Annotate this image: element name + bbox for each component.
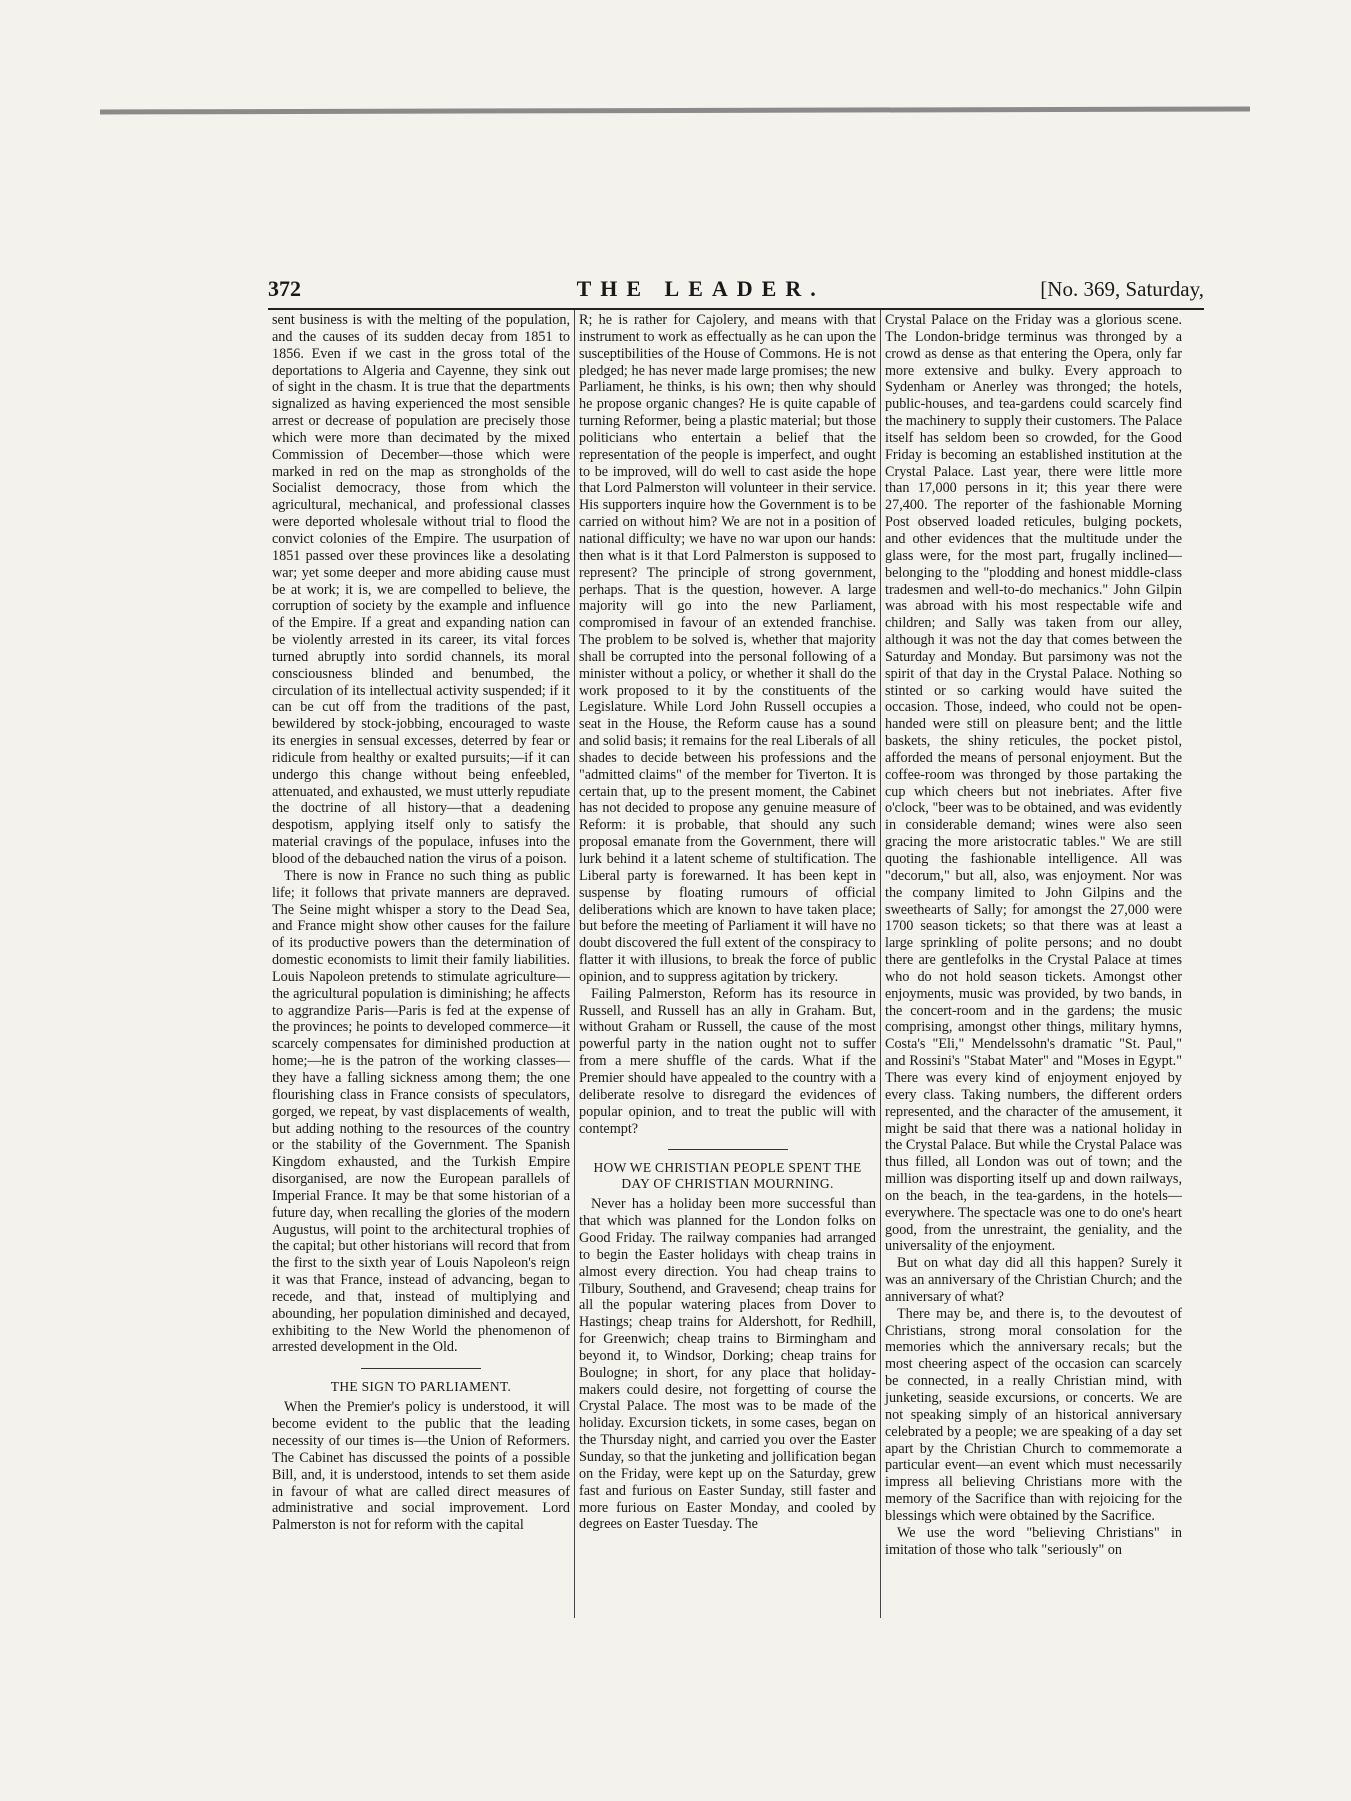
paragraph: We use the word "believing Christians" in imitation of those who talk "seriously" on xyxy=(885,1524,1182,1558)
column-3 xyxy=(880,310,1186,1618)
paragraph: Never has a holiday been more successful than that which was planned for the London folks on Good Friday. The railway companies had arranged to begin the Easter holidays with cheap trains in almost every direction. You had cheap trains to Tilbury, Southend, and Gravesend; cheap trains for all the popular watering places from Dover to Hastings; cheap trains for Aldershott, for Redhill, for Greenwich; cheap trains to Birmingham and beyond it, to Windsor, Dorking; cheap trains for Boulogne; in short, for any place that holiday-makers could desire, not forgetting of course the Crystal Palace. The most was to be made of the holiday. Excursion tickets, in some cases, began on the Thursday night, and carried you over the Easter Sunday, so that the junketing and jollification began on the Friday, were kept up on the Saturday, grew fast and furious on Easter Sunday, still faster and more furious on Easter Monday, and cooled by degrees on Easter Tuesday. The xyxy=(579,1196,876,1533)
paragraph: Failing Palmerston, Reform has its resource in Russell, and Russell has an ally in Graham. But, without Graham or Russell, the cause of the most powerful party in the nation ought not to suffer from a mere shuffle of the cards. What if the Premier should have appealed to the country with a deliberate resolve to disregard the evidences of popular opinion, and to treat the public will with contempt? xyxy=(579,985,876,1137)
section-divider xyxy=(668,1149,788,1150)
paragraph: There is now in France no such thing as public life; it follows that private manners are depraved. The Seine might whisper a story to the Dead Sea, and France might show other causes for the failure of its productive powers than the determination of domestic economists to limit their family liabilities. Louis Napoleon pretends to stimulate agriculture—the agricultural population is diminishing; he affects to aggrandize Paris—Paris is fed at the expense of the provinces; he points to developed commerce—it scarcely compensates for diminished production at home;—he is the patron of the working classes—they have a falling sickness among them; the one flourishing class in France consists of speculators, gorged, we repeat, by vast displacements of wealth, but adding nothing to the resources of the country or the stability of the Government. The Spanish Kingdom exhausted, and the Turkish Empire disorganised, are now the European parallels of Imperial France. It may be that some historian of a future day, when recalling the glories of the modern Augustus, will point to the architectural trophies of the capital; but other historians will record that from the first to the sixth year of Louis Napoleon's reign it was that France, instead of advancing, began to recede, and that, instead of multiplying and abounding, her population diminished and decayed, exhibiting to the New World the phenomenon of arrested development in the Old. xyxy=(272,867,570,1356)
section-heading: THE SIGN TO PARLIAMENT. xyxy=(330,1379,512,1395)
paragraph: But on what day did all this happen? Surely it was an anniversary of the Christian Church; and the anniversary of what? xyxy=(885,1255,1182,1305)
section-divider xyxy=(361,1368,481,1369)
paragraph: There may be, and there is, to the devoutest of Christians, strong moral consolation for the memories which the anniversary recals; but the most cheering aspect of the occasion can scarcely be connected, in a really Christian mind, with junketing, seaside excursions, or concerts. We are not speaking simply of an historical anniversary celebrated by a people; we are speaking of a day set apart by the Christian Church to commemorate a particular event—an event which must necessarily impress all believing Christians more with the memory of the Sacrifice than with rejoicing for the blessings which were obtained by the Sacrifice. xyxy=(885,1305,1182,1524)
column-1 xyxy=(268,310,574,1618)
paragraph: When the Premier's policy is understood, it will become evident to the public that the leading necessity of our times is—the Union of Reformers. The Cabinet has discussed the points of a possible Bill, and, it is understood, intends to set them aside in favour of what are called direct measures of administrative and social improvement. Lord Palmerston is not for reform with the capital xyxy=(272,1399,570,1534)
column-2 xyxy=(574,310,880,1618)
masthead: THE LEADER. xyxy=(576,276,825,301)
page-number: 372 xyxy=(268,276,301,301)
top-rule xyxy=(100,106,1250,114)
section-heading: HOW WE CHRISTIAN PEOPLE SPENT THE DAY OF CHRISTIAN MOURNING. xyxy=(593,1160,862,1192)
paragraph: R; he is rather for Cajolery, and means with that instrument to work as effectually as he can upon the susceptibilities of the House of Commons. He is not pledged; he has never made large promises; the new Parliament, he thinks, is his own; then why should he propose organic changes? He is quite capable of turning Reformer, being a plastic material; but those politicians who entertain a belief that the representation of the people is imperfect, and ought to be improved, will do well to cast aside the hope that Lord Palmerston will volunteer in their service. His supporters inquire how the Government is to be carried on without him? We are not in a position of national difficulty; we have no war upon our hands: then what is it that Lord Palmerston is supposed to represent? The principle of strong government, perhaps. That is the question, however. A large majority will go into the new Parliament, compromised in favour of an extended franchise. The problem to be solved is, whether that majority shall be corrupted into the personal following of a minister without a policy, or whether it shall do the work proposed to it by the constituents of the Legislature. While Lord John Russell occupies a seat in the House, the Reform cause has a sound and solid basis; it remains for the real Liberals of all shades to decide between his professions and the "admitted claims" of the member for Tiverton. It is certain that, up to the present moment, the Cabinet has not decided to propose any genuine measure of Reform: it is probable, that should any such proposal emanate from the Government, there will lurk behind it a latent scheme of stultification. The Liberal party is forewarned. It has been kept in suspense by floating rumours of official deliberations which are known to have taken place; but before the meeting of Parliament it will have no doubt discovered the full extent of the conspiracy to flatter it with illusions, to break the force of public opinion, and to suppress agitation by trickery. xyxy=(579,312,876,985)
page-header xyxy=(268,276,1204,308)
issue-label: [No. 369, Saturday, xyxy=(1040,277,1204,301)
paragraph: sent business is with the melting of the population, and the causes of its sudden decay from 1851 to 1856. Even if we cast in the gross total of the deportations to Algeria and Cayenne, they sink out of sight in the chasm. It is true that the departments signalized as having experienced the most sensible arrest or decrease of population are precisely those which were more than decimated by the mixed Commission of December—those which were marked in red on the map as strongholds of the Socialist democracy, those from which the agricultural, mechanical, and professional classes were deported wholesale without trial to flood the convict colonies of the Empire. The usurpation of 1851 passed over these provinces like a desolating war; yet some deeper and more abiding cause must be at work; it is, we are compelled to believe, the corruption of society by the example and influence of the Empire. If a great and expanding nation can be violently arrested in its career, its vital forces turned abruptly into sordid channels, its moral consciousness blinded and benumbed, the circulation of its intellectual activity suspended; if it can be cut off from the traditions of the past, bewildered by stock-jobbing, encouraged to waste its energies in sensual excesses, deterred by fear or ridicule from healthy or exalted pursuits;—if it can undergo this change without being enfeebled, attenuated, and exhausted, we must utterly repudiate the doctrine of all history—that a deadening despotism, applying itself only to satisfy the material cravings of the populace, infuses into the blood of the debauched nation the virus of a poison. xyxy=(272,312,570,867)
article-columns xyxy=(268,310,1204,1618)
paragraph: Crystal Palace on the Friday was a glorious scene. The London-bridge terminus was thronged by a crowd as dense as that entering the Opera, only far more extensive and bulky. Every approach to Sydenham or Anerley was thronged; the hotels, public-houses, and tea-gardens could scarcely find the machinery to supply their customers. The Palace itself has seldom been so crowded, for the Good Friday is becoming an established institution at the Crystal Palace. Last year, there were little more than 17,000 persons in it; this year there were 27,400. The reporter of the fashionable Morning Post observed loaded reticules, bulging pockets, and other evidences that the multitude under the glass were, for the most part, frugally inclined—belonging to the "plodding and honest middle-class tradesmen and well-to-do mechanics." John Gilpin was abroad with his most respectable wife and children; and Sally was taken from our alley, although it was not the day that comes between the Saturday and Monday. But parsimony was not the spirit of that day in the Crystal Palace. Nothing so stinted or so carking would have suited the occasion. Those, indeed, who could not be open-handed were still on pleasure bent; and the little baskets, the shiny reticules, the pocket pistol, afforded the means of personal enjoyment. But the coffee-room was thronged by those partaking the cup which cheers but not inebriates. After five o'clock, "beer was to be obtained, and was evidently in considerable demand; wines were also seen gracing the more aristocratic tables." We are still quoting the fashionable intelligence. All was "decorum," but all, also, was enjoyment. Nor was the company limited to John Gilpins and the sweethearts of Sally; for amongst the 27,000 were 1700 season tickets; so that there was at least a large sprinkling of polite persons; and no doubt there are gentlefolks in the Crystal Palace at times who do not hold season tickets. Amongst other enjoyments, music was provided, by two bands, in the concert-room and in the gardens; the music comprising, amongst other things, military hymns, Costa's "Eli," Mendelssohn's dramatic "St. Paul," and Rossini's "Stabat Mater" and "Moses in Egypt." There was every kind of enjoyment enjoyed by every class. Taking numbers, the different orders represented, and the character of the amusement, it might be said that there was a national holiday in the Crystal Palace. But while the Crystal Palace was thus filled, all London was out of town; and the million was disporting itself up and down railways, on the beach, in the tea-gardens, in the hotels—everywhere. The spectacle was one to do one's heart good, from the unrestraint, the geniality, and the universality of the enjoyment. xyxy=(885,312,1182,1255)
